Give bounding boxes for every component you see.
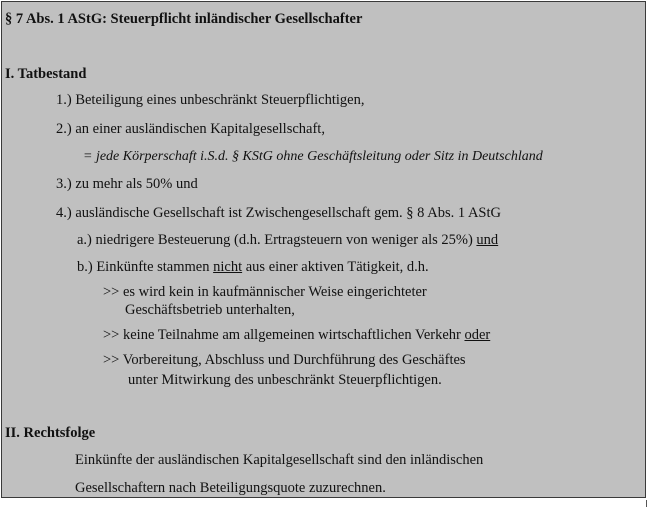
- list-item-2: 2.) an einer ausländischen Kapitalgesellschaft,: [56, 121, 325, 137]
- section-heading-tatbestand: I. Tatbestand: [5, 66, 87, 82]
- edge-mark: [646, 500, 647, 507]
- consequence-line-2: Gesellschaftern nach Beteiligungsquote zuzurechnen.: [75, 480, 386, 496]
- document-title: § 7 Abs. 1 AStG: Steuerpflicht inländischer Gesellschafter: [5, 11, 363, 27]
- sub-item-b-pre: b.) Einkünfte stammen: [77, 259, 214, 275]
- sub-item-b2-conjunction: oder: [464, 327, 491, 343]
- list-item-3: 3.) zu mehr als 50% und: [56, 176, 198, 192]
- sub-item-a-conjunction: und: [476, 232, 499, 248]
- list-item-1: 1.) Beteiligung eines unbeschränkt Steuerpflichtigen,: [56, 92, 365, 108]
- sub-item-a-text: a.) niedrigere Besteuerung (d.h. Ertragsteuern von weniger als 25%): [77, 232, 477, 248]
- sub-item-b3-line2: unter Mitwirkung des unbeschränkt Steuerpflichtigen.: [128, 372, 442, 388]
- sub-item-b-post: aus einer aktiven Tätigkeit, d.h.: [242, 259, 429, 275]
- list-item-4: 4.) ausländische Gesellschaft ist Zwischengesellschaft gem. § 8 Abs. 1 AStG: [56, 205, 501, 221]
- document-box: [1, 1, 646, 498]
- sub-item-a: [77, 231, 498, 249]
- sub-item-b2-text: >> keine Teilnahme am allgemeinen wirtschaftlichen Verkehr: [103, 327, 465, 343]
- sub-item-b-negation: nicht: [213, 259, 243, 275]
- consequence-line-1: Einkünfte der ausländischen Kapitalgesellschaft sind den inländischen: [75, 452, 484, 468]
- sub-item-b2: [103, 326, 490, 344]
- sub-item-b1-line2: Geschäftsbetrieb unterhalten,: [125, 302, 295, 318]
- list-item-2-note: = jede Körperschaft i.S.d. § KStG ohne Geschäftsleitung oder Sitz in Deutschland: [83, 149, 543, 164]
- section-heading-rechtsfolge: II. Rechtsfolge: [5, 425, 96, 441]
- sub-item-b3-line1: >> Vorbereitung, Abschluss und Durchführung des Geschäftes: [103, 352, 466, 368]
- sub-item-b: [77, 258, 429, 276]
- sub-item-b1-line1: >> es wird kein in kaufmännischer Weise eingerichteter: [103, 284, 427, 300]
